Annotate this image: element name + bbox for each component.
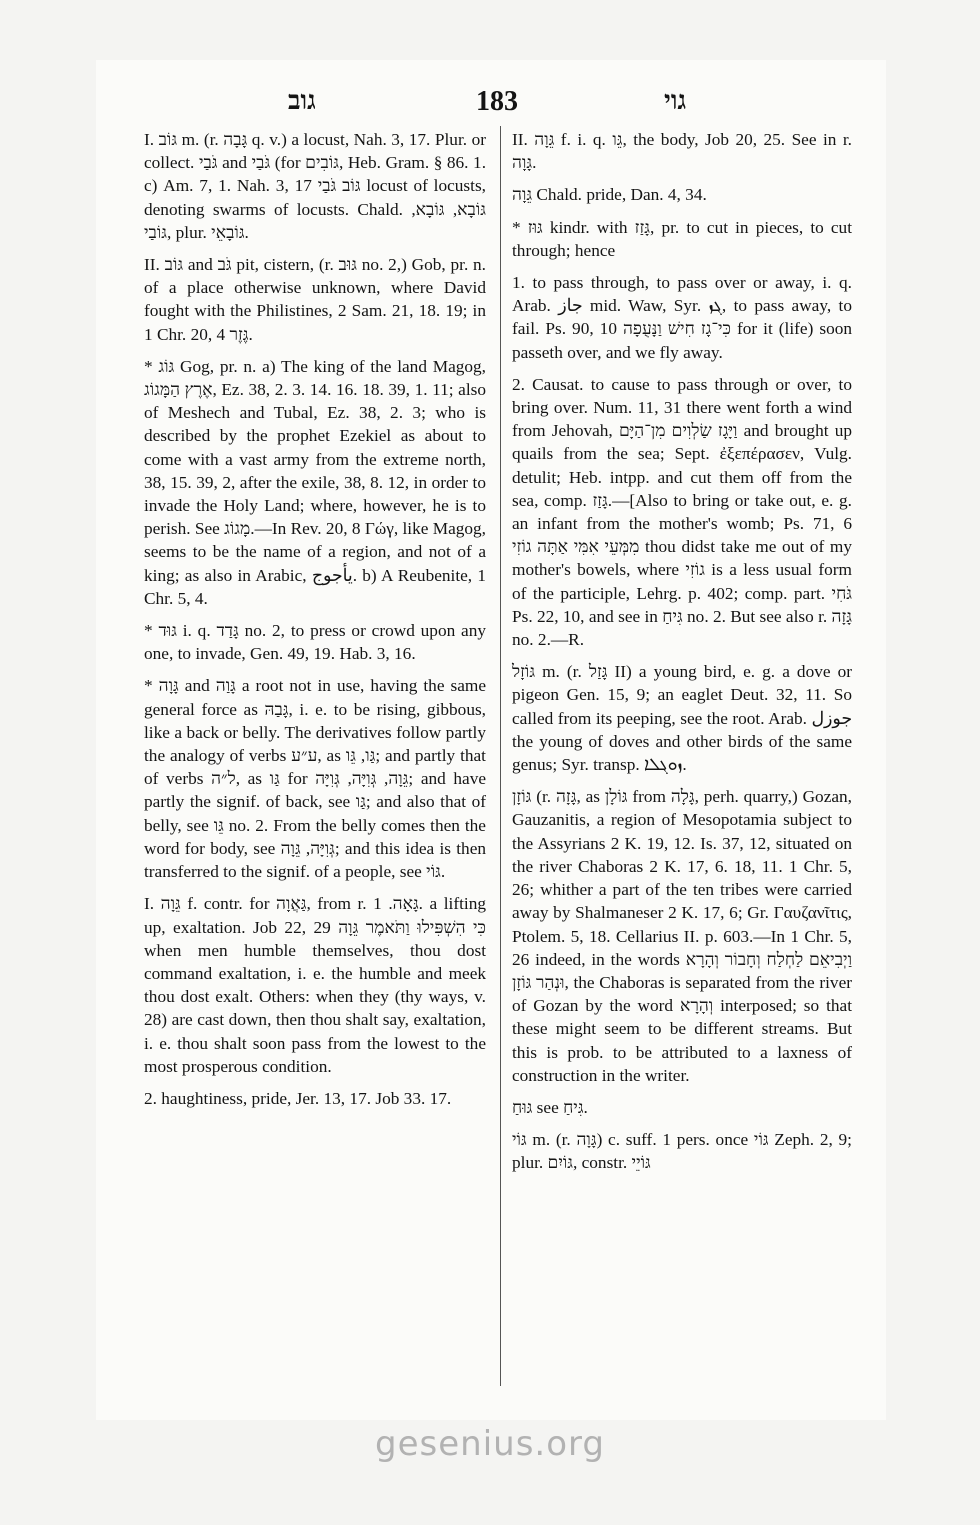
- running-head-left: גוב: [288, 86, 316, 115]
- entry-text: 2. Causat. to cause to pass through or over, to bring over. Num. 11, 31 there went forth a wind from Jehovah, וַיָּגָז שַׂלְוִים מִן־הַיָּם and brought up quails from the sea; Sept. ἐξεπέρασεν, Vulg. detulit; Heb. intpp. and cut them off from the sea, comp. גָּזַז.—[Also to bring or take out, e. g. an infant from the mother's womb; Ps. 71, 6 מִמְּעֵי אִמִּי אַתָּה גוֹזִי thou didst take me out of my mother's bowels, where גוֹזִי is a less usual form of the participle, Lehrg. p. 402; comp. part. גֹּחִי Ps. 22, 10, and see in גִּיחַ no. 2. But see also r. גָּזָה no. 2.—R.: [512, 374, 853, 650]
- entry-gevah-body: [512, 128, 852, 174]
- entry-text: 2. haughtiness, pride, Jer. 13, 17. Job 33. 17.: [144, 1088, 452, 1108]
- entry-text: גֵּוָה Chald. pride, Dan. 4, 34.: [512, 185, 707, 205]
- entry-gog: [144, 355, 486, 610]
- entry-gevah-pride: [144, 1087, 486, 1110]
- entry-gevah-exaltation: [144, 892, 486, 1078]
- entry-goi: [512, 1128, 852, 1174]
- entry-text: 1. to pass through, to pass over or away, i. q. Arab. جاز mid. Waw, Syr. ܓܙ, to pass away, to fail. Ps. 90, 10 כִּי־גָז חִישׁ וַנָּעֻפָה for it (life) soon passeth over, and we fly away.: [512, 273, 852, 362]
- entry-text: * גּוֹג Gog, pr. n. a) The king of the land Magog, אֶרֶץ הַמָּגוֹג, Ez. 38, 2. 3. 14. 16. 18. 39, 1. 11; also of Meshech and Tubal, Ez. 38, 2. 3; who is described by the prophet Ezekiel as about to come with a vast army from the extreme north, 38, 15. 39, 2, after the exile, 38, 8. 12, in order to invade the Holy Land; where, however, he is to perish. See מָגוֹג.—In Rev. 20, 8 Γώγ, like Magog, seems to be the name of a region, and not of a king; as also in Arabic, يأجوج. b) A Reubenite, 1 Chr. 5, 4.: [144, 356, 487, 608]
- entry-guz-sense-2: [512, 373, 852, 651]
- entry-text: גּוֹזָן (r. גָּזָה, as גּוֹלָן from גָּלָה, perh. quarry,) Gozan, Gauzanitis, a region of Mesopotamia subject to the Assyrians 2 K. 19, 12. Is. 37, 12, situated on the river Chaboras 2 K. 17, 6. 18, 11. 1 Chr. 5, 26; whither a part of the ten tribes were carried away by Shalmaneser 2 K. 17, 6; Gr. Γαυζανῖτις, Ptolem. 5, 18. Cellarius II. p. 603.—In 1 Chr. 5, 26 indeed, in the words וַיְבִיאֵם לַחְלַח וְחָבוֹר וְהָרָא וּנְהַר גּוֹזָן, the Chaboras is separated from the river of Gozan by the word וְהָרָא interposed; so that these might seem to be different streams. But this is prob. to be attributed to a laxness of construction in the writer.: [512, 787, 853, 1085]
- watermark: gesenius.org: [375, 1424, 605, 1464]
- entry-text: II. גֵּוָה f. i. q. גֵּו, the body, Job 20, 25. See in r. גָּוָה.: [512, 130, 852, 173]
- entry-gozan: [512, 785, 852, 1087]
- entry-text: I. גּוֹב m. (r. גָּבָה q. v.) a locust, Nah. 3, 17. Plur. or collect. גֹּבַי and גֹּבַי (for גּוֹבִים, Heb. Gram. § 86. 1. c) Am. 7, 1. Nah. 3, 17 גּוֹב גֹּבַי locust of locusts, denoting swarms of locusts. Chald. גּוֹבָא, גּוֹבָא, גּוֹבַי, plur. גּוֹבָאֵי.: [144, 130, 487, 242]
- entry-text: גּוֹזָל m. (r. גָּזַל II) a young bird, e. g. a dove or pigeon Gen. 15, 9; an eaglet Deut. 32, 11. So called from its peeping, see the root. Arab. جوزل the young of doves and other birds of the same genus; Syr. transp. ܙܘܓܠܐ.: [512, 662, 852, 775]
- column-divider: [500, 126, 501, 1386]
- entry-gob-pit: [144, 253, 486, 346]
- right-column: [512, 128, 852, 1298]
- entry-guz: [512, 216, 852, 262]
- entry-text: * גָּוָה and גָּוַה a root not in use, having the same general force as גָּבַהּ, i. e. to be rising, gibbous, like a back or belly. The derivatives follow partly the analogy of verbs ע״ע, as גַּו, גֵּו; and partly that of verbs ל״ה, as גַּו for גֵּוָה, גְּוִיָּה, גְּוִיָּה; and have partly the signif. of back, see גַּו; and also that of belly, see גֵּו no. 2. From the belly comes then the word for body, see גְּוִיָּה, גֵּוָה; and this idea is then transferred to the signif. of a people, see גּוֹי.: [144, 676, 487, 882]
- entry-guz-sense-1: [512, 271, 852, 364]
- entry-locust: [144, 128, 486, 244]
- entry-guach: [512, 1096, 852, 1119]
- entry-text: * גּוּז kindr. with גָּזַז, pr. to cut in pieces, to cut through; hence: [512, 217, 852, 260]
- entry-gevah-chald: [512, 183, 852, 206]
- left-column: [144, 128, 486, 1388]
- entry-text: I. גֵּוָה f. contr. for גַּאֲוָה, from r. גָּאָה. 1. a lifting up, exaltation. Job 22, 29 כִּי הִשְׁפִּילוּ וַתֹּאמֶר גֵּוָה when men humble themselves, thou dost command exaltation, i. e. the humble and meek thou dost exalt. Others: when they (thy ways, v. 28) are cast down, then thou shalt say, exaltation, i. e. thou shalt soon pass from the lowest to the most prosperous condition.: [144, 894, 486, 1076]
- entry-text: * גּוּד i. q. גָּדַד no. 2, to press or crowd upon any one, to invade, Gen. 49, 19. Hab. 3, 16.: [144, 621, 486, 664]
- entry-gozal: [512, 660, 852, 776]
- entry-text: II. גּוֹב and גֹּב pit, cistern, (r. גּוּב no. 2,) Gob, pr. n. of a place otherwise unknown, where David fought with the Philistines, 2 Sam. 21, 18. 19; in 1 Chr. 20, 4 גֶּזֶר.: [144, 255, 486, 344]
- entry-gavah-root: [144, 674, 486, 883]
- running-head-right: גוי: [664, 86, 687, 115]
- entry-text: גּוּחַ see גִּיחַ.: [512, 1097, 588, 1117]
- entry-gud: [144, 619, 486, 665]
- entry-text: גּוֹי m. (r. גָּוָה) c. suff. 1 pers. once גּוֹי Zeph. 2, 9; plur. גּוֹיִם, constr. גּוֹיֵי: [512, 1130, 852, 1173]
- page-number: 183: [476, 86, 518, 117]
